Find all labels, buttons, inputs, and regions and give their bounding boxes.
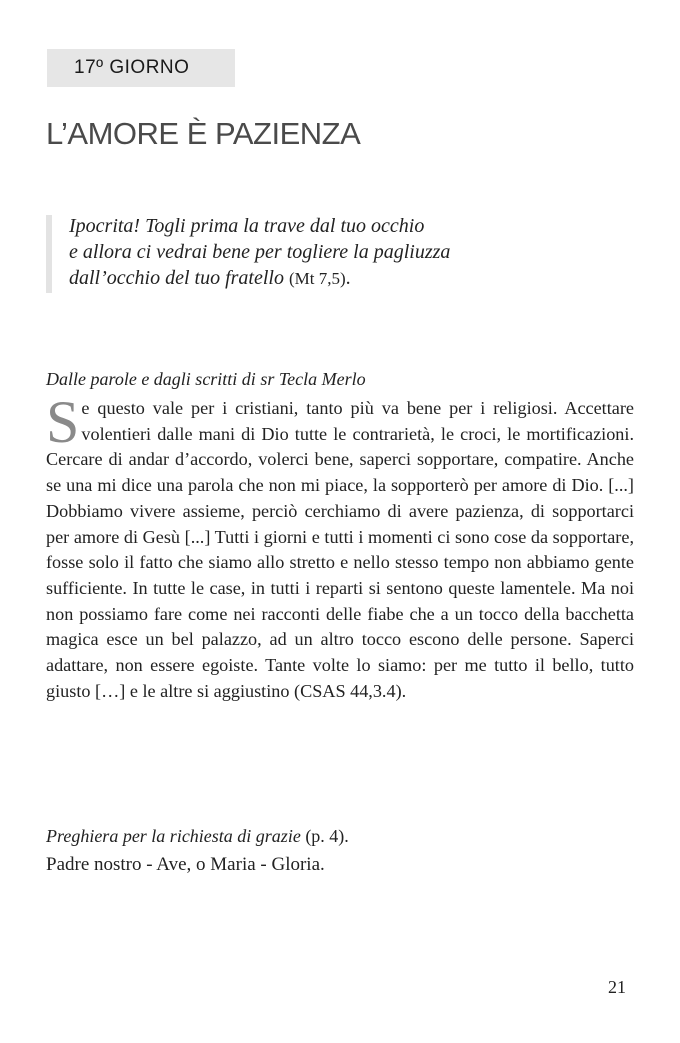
prayer-italic-text: Preghiera per la richiesta di grazie [46, 826, 301, 846]
quote-bar [46, 215, 52, 293]
quote-line-1: Ipocrita! Togli prima la trave dal tuo occhio [69, 215, 425, 237]
day-badge [47, 49, 235, 87]
prayer-reference: (p. 4). [300, 826, 349, 846]
quote-line-2: e allora ci vedrai bene per togliere la pagliuzza [69, 241, 451, 263]
scripture-quote [69, 213, 639, 292]
page-number: 21 [608, 977, 626, 997]
quote-reference-end: . [345, 267, 351, 289]
prayer-instruction [46, 823, 349, 849]
closing-prayers: Padre nostro - Ave, o Maria - Gloria. [46, 854, 325, 875]
reading-source-label: Dalle parole e dagli scritti di sr Tecla Merlo [46, 369, 366, 389]
reading-text: e questo vale per i cristiani, tanto più va bene per i religiosi. Accettare volentieri dalle mani di Dio tutte le contrarietà, le croci, le mortificazioni. Cercare di andar d’accordo, volerci bene, saperci sopportare, compatire. Anche se una mi dice una parola che non mi piace, la sopporterò per amore di Dio. [...] Dobbiamo vivere assieme, perciò cerchiamo di avere pazienza, di sopportarci per amore di Gesù [...] Tutti i giorni e tutti i momenti ci sono cose da sopportare, fosse solo il fatto che siamo allo stretto e nello stesso tempo non abbiamo gente sufficiente. In tutte le case, in tutti i reparti si sentono queste lamentele. Ma noi non possiamo fare come nei racconti delle fiabe che a un tocco della bacchetta magica esce un bel palazzo, ad un altro tocco escono delle persone. Saperci adattare, non essere egoiste. Tante volte lo siamo: per me tutto il bello, tutto giusto […] e le altre si aggiustino (CSAS 44,3.4). [46, 398, 634, 701]
quote-line-3 [69, 265, 639, 292]
page-title: L’AMORE È PAZIENZA [46, 116, 361, 151]
quote-reference: (Mt 7,5) [288, 269, 346, 288]
reading-body [46, 389, 634, 704]
drop-cap: S [46, 389, 80, 455]
day-label: 17º GIORNO [74, 57, 190, 78]
quote-line-3-text: dall’occhio del tuo fratello [69, 267, 284, 289]
